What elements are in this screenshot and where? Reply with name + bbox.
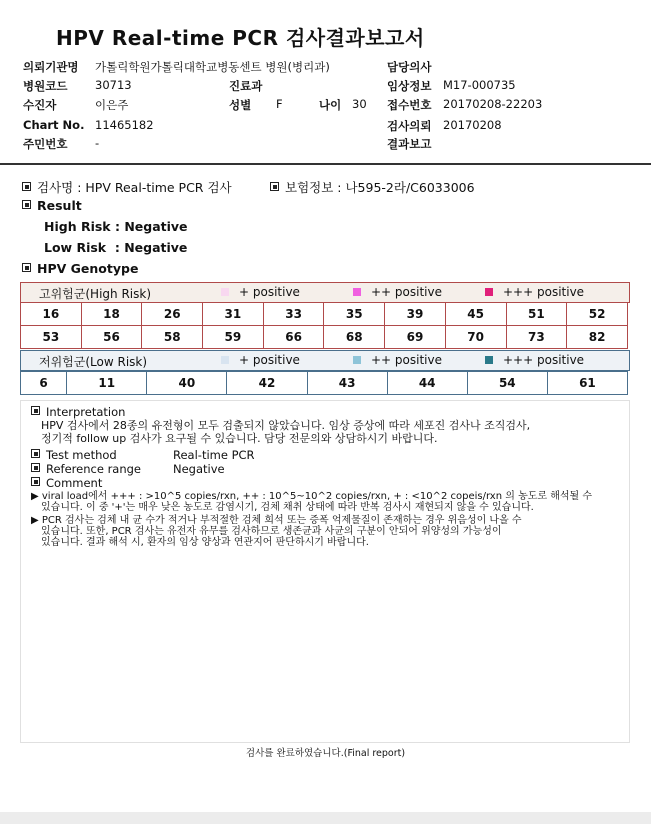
genotype-cell: 45 [445,303,506,326]
high-risk-row-2 [21,326,628,349]
institution-value: 가톨릭학원가톨릭대학교병동센트 병원(병리과) [95,60,330,74]
clinical-label: 임상정보 [387,79,432,93]
genotype-cell: 43 [307,372,387,395]
institution-label: 의뢰기관명 [23,60,79,74]
chart-value: 11465182 [95,118,154,132]
checkbox-icon [270,182,279,191]
legend-plus: + positive [221,285,300,299]
high-risk-label: High Risk : [44,219,120,234]
test-method-row: Test method [31,448,117,462]
genotype-cell: 39 [385,303,446,326]
patient-value: 이은주 [95,98,129,112]
checkbox-icon [31,406,40,415]
genotype-cell: 40 [147,372,227,395]
low-risk-result [44,240,187,255]
request-label: 검사의뢰 [387,119,432,133]
checkbox-icon [22,200,31,209]
receipt-label: 접수번호 [387,98,432,112]
genotype-cell: 66 [263,326,324,349]
age-value: 30 [352,97,367,111]
genotype-cell: 42 [227,372,307,395]
genotype-cell: 69 [385,326,446,349]
genotype-cell: 33 [263,303,324,326]
genotype-cell: 52 [567,303,628,326]
genotype-cell: 35 [324,303,385,326]
legend-plusplus: ++ positive [353,285,442,299]
genotype-heading: HPV Genotype [22,261,138,276]
genotype-cell: 59 [203,326,264,349]
clinical-value: M17-000735 [443,78,516,92]
age-label: 나이 [319,98,342,112]
genotype-cell: 70 [445,326,506,349]
legend-plusplus: ++ positive [353,353,442,367]
comment-1a: ▶ viral load에서 +++ : >10^5 copies/rxn, ++ : 10^5~10^2 copies/rxn, + : <10^2 copeis/rxn 의 농도로 해석될 수 [31,491,593,502]
interpretation-text-2: 정기적 follow up 검사가 요구될 수 있습니다. 담당 전문의와 상담하시기 바랍니다. [41,432,438,445]
hospital-code-label: 병원코드 [23,79,68,93]
patient-label: 수진자 [23,98,57,112]
genotype-cell: 11 [67,372,147,395]
reference-range-value: Negative [173,462,225,476]
checkbox-icon [31,449,40,458]
low-risk-row-1 [21,372,628,395]
genotype-cell: 53 [21,326,82,349]
genotype-cell: 58 [142,326,203,349]
interpretation-box [20,400,630,743]
genotype-cell: 73 [506,326,567,349]
sex-label: 성별 [229,98,252,112]
comment-2b: 있습니다. 또한, PCR 검사는 유전자 유무를 검사하므로 생존균과 사균의 구분이 안되어 위양성의 가능성이 [41,526,502,537]
sex-value: F [276,97,283,111]
interpretation-text-1: HPV 검사에서 28종의 유전형이 모두 검출되지 않았습니다. 임상 증상에 따라 세포진 검사나 조직검사, [41,419,531,432]
high-risk-title: 고위험군(High Risk) [39,287,151,301]
checkbox-icon [22,263,31,272]
insurance-value: 나595-2라/C6033006 [345,180,475,195]
comment-heading: Comment [31,476,102,490]
genotype-cell: 82 [567,326,628,349]
swatch-plusplus [353,356,361,364]
interpretation-heading: Interpretation [31,405,125,419]
high-risk-table [20,302,628,349]
hospital-code-value: 30713 [95,78,132,92]
swatch-plus [221,288,229,296]
high-risk-row-1 [21,303,628,326]
genotype-cell: 68 [324,326,385,349]
genotype-cell: 51 [506,303,567,326]
chart-label: Chart No. [23,118,85,132]
report-label: 결과보고 [387,137,432,151]
receipt-value: 20170208-22203 [443,97,543,111]
reference-range-row: Reference range [31,462,141,476]
high-risk-value: Negative [124,219,188,234]
dept-label: 진료과 [229,79,263,93]
test-name-value: HPV Real-time PCR 검사 [85,180,232,195]
request-value: 20170208 [443,118,502,132]
test-method-value: Real-time PCR [173,448,255,462]
genotype-cell: 61 [547,372,627,395]
test-name-row [22,178,232,196]
checkbox-icon [31,477,40,486]
id-label: 주민번호 [23,137,68,151]
low-risk-table [20,371,628,395]
swatch-plusplusplus [485,356,493,364]
result-heading: Result [22,198,82,213]
final-report-footer: 검사를 완료하였습니다.(Final report) [245,748,406,759]
low-risk-header [20,350,630,371]
genotype-cell: 6 [21,372,67,395]
genotype-cell: 26 [142,303,203,326]
insurance-label: 보험정보 : [285,180,342,195]
header-divider [0,163,651,165]
report-title: HPV Real-time PCR 검사결과보고서 [56,26,425,50]
legend-plus: + positive [221,353,300,367]
genotype-cell: 31 [203,303,264,326]
genotype-cell: 16 [21,303,82,326]
checkbox-icon [22,182,31,191]
checkbox-icon [31,463,40,472]
swatch-plusplusplus [485,288,493,296]
test-name-label: 검사명 : [37,180,82,195]
genotype-cell: 54 [467,372,547,395]
swatch-plusplus [353,288,361,296]
comment-2c: 있습니다. 결과 해석 시, 환자의 임상 양상과 연관지어 판단하시기 바랍니다. [41,537,369,548]
legend-plusplusplus: +++ positive [485,353,584,367]
genotype-cell: 18 [81,303,142,326]
genotype-cell: 44 [387,372,467,395]
high-risk-result [44,219,188,234]
comment-1b: 있습니다. 이 중 '+'는 매우 낮은 농도로 감염시기, 검체 채취 상태에 따라 반복 검사시 재현되지 않을 수 있습니다. [41,502,534,513]
comment-2a: ▶ PCR 검사는 검체 내 균 수가 적거나 부적절한 검체 희석 또는 증폭 억제물질이 존재하는 경우 위음성이 나올 수 [31,515,522,526]
low-risk-title: 저위험군(Low Risk) [39,355,148,369]
legend-plusplusplus: +++ positive [485,285,584,299]
insurance-row [270,178,475,196]
swatch-plus [221,356,229,364]
doctor-label: 담당의사 [387,60,432,74]
low-risk-value: Negative [124,240,188,255]
high-risk-header [20,282,630,303]
low-risk-label: Low Risk : [44,240,120,255]
id-value: - [95,136,100,150]
genotype-cell: 56 [81,326,142,349]
